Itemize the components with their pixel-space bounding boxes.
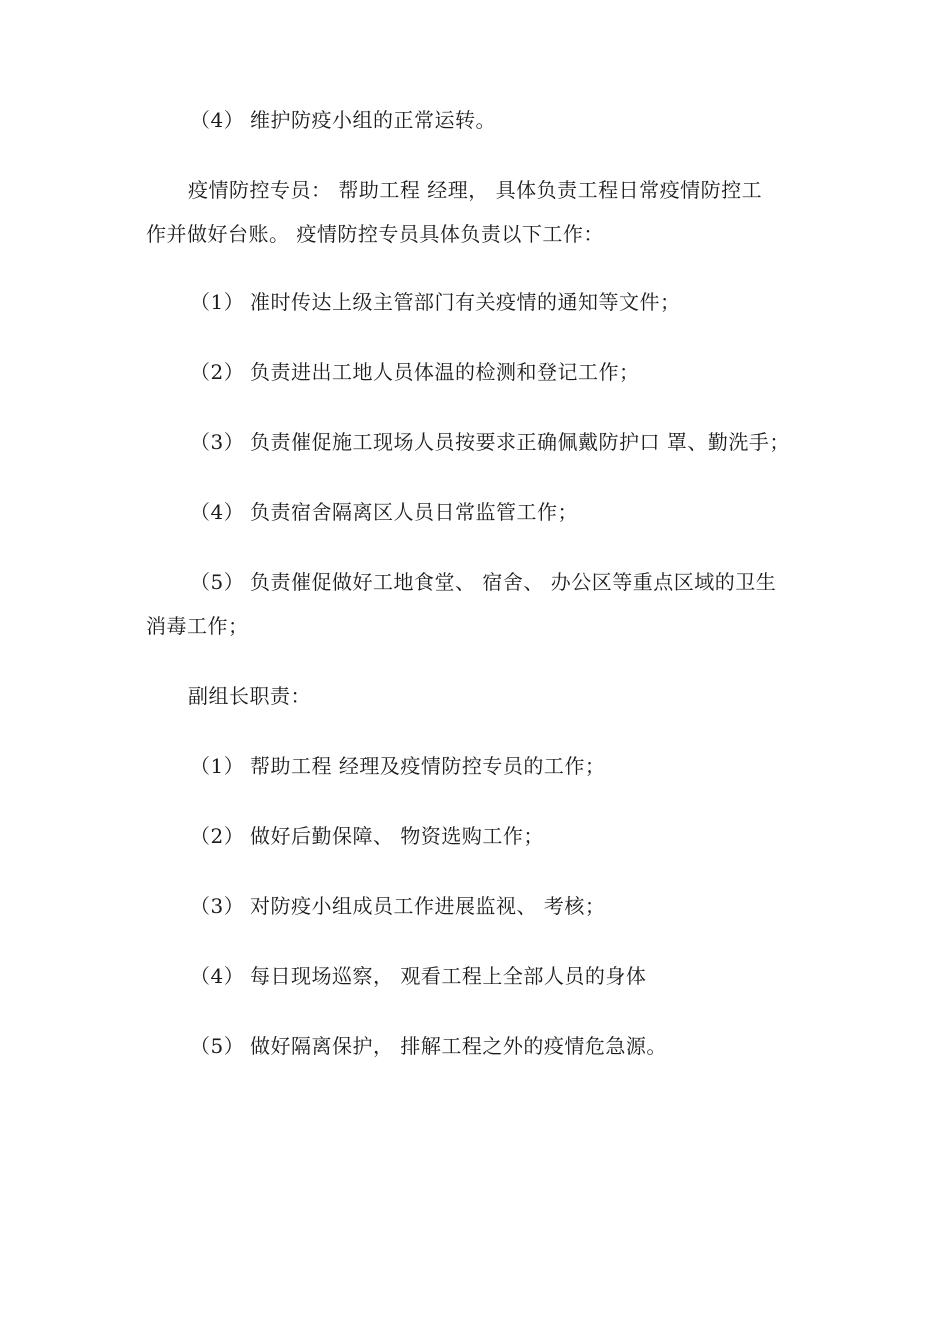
paragraph-line: 消毒工作； [146,614,249,638]
item-number: （4） [190,108,245,132]
list-item [190,570,776,594]
item-number: （3） [190,430,245,454]
paragraph-line: 作并做好台账。 疫情防控专员具体负责以下工作： [146,222,604,246]
item-number: （1） [190,290,245,314]
item-text: 对防疫小组成员工作进展监视、 考核； [250,894,606,918]
list-item [190,894,605,918]
list-item [190,964,646,988]
item-number: （5） [190,1034,245,1058]
paragraph-line: 疫情防控专员： 帮助工程 经理， 具体负责工程日常疫情防控工 [188,178,763,202]
item-number: （3） [190,894,245,918]
item-text: 负责进出工地人员体温的检测和登记工作； [250,360,640,384]
list-item [190,1034,667,1058]
list-item [190,108,496,132]
item-text: 负责催促做好工地食堂、 宿舍、 办公区等重点区域的卫生 [250,570,777,594]
list-item [190,500,578,524]
item-number: （2） [190,824,245,848]
item-number: （4） [190,500,245,524]
item-text: 每日现场巡察， 观看工程上全部人员的身体 [250,964,647,988]
item-text: 负责催促施工现场人员按要求正确佩戴防护口 罩、勤洗手； [250,430,790,454]
item-number: （2） [190,360,245,384]
section-heading: 副组长职责： [188,684,311,708]
item-text: 做好后勤保障、 物资选购工作； [250,824,544,848]
item-text: 做好隔离保护， 排解工程之外的疫情危急源。 [250,1034,667,1058]
item-text: 准时传达上级主管部门有关疫情的通知等文件； [250,290,681,314]
item-number: （1） [190,754,245,778]
list-item [190,290,681,314]
item-number: （4） [190,964,245,988]
item-text: 维护防疫小组的正常运转。 [250,108,496,132]
list-item [190,430,790,454]
item-text: 帮助工程 经理及疫情防控专员的工作； [250,754,606,778]
item-text: 负责宿舍隔离区人员日常监管工作； [250,500,578,524]
item-number: （5） [190,570,245,594]
list-item [190,754,605,778]
list-item [190,360,640,384]
list-item [190,824,544,848]
